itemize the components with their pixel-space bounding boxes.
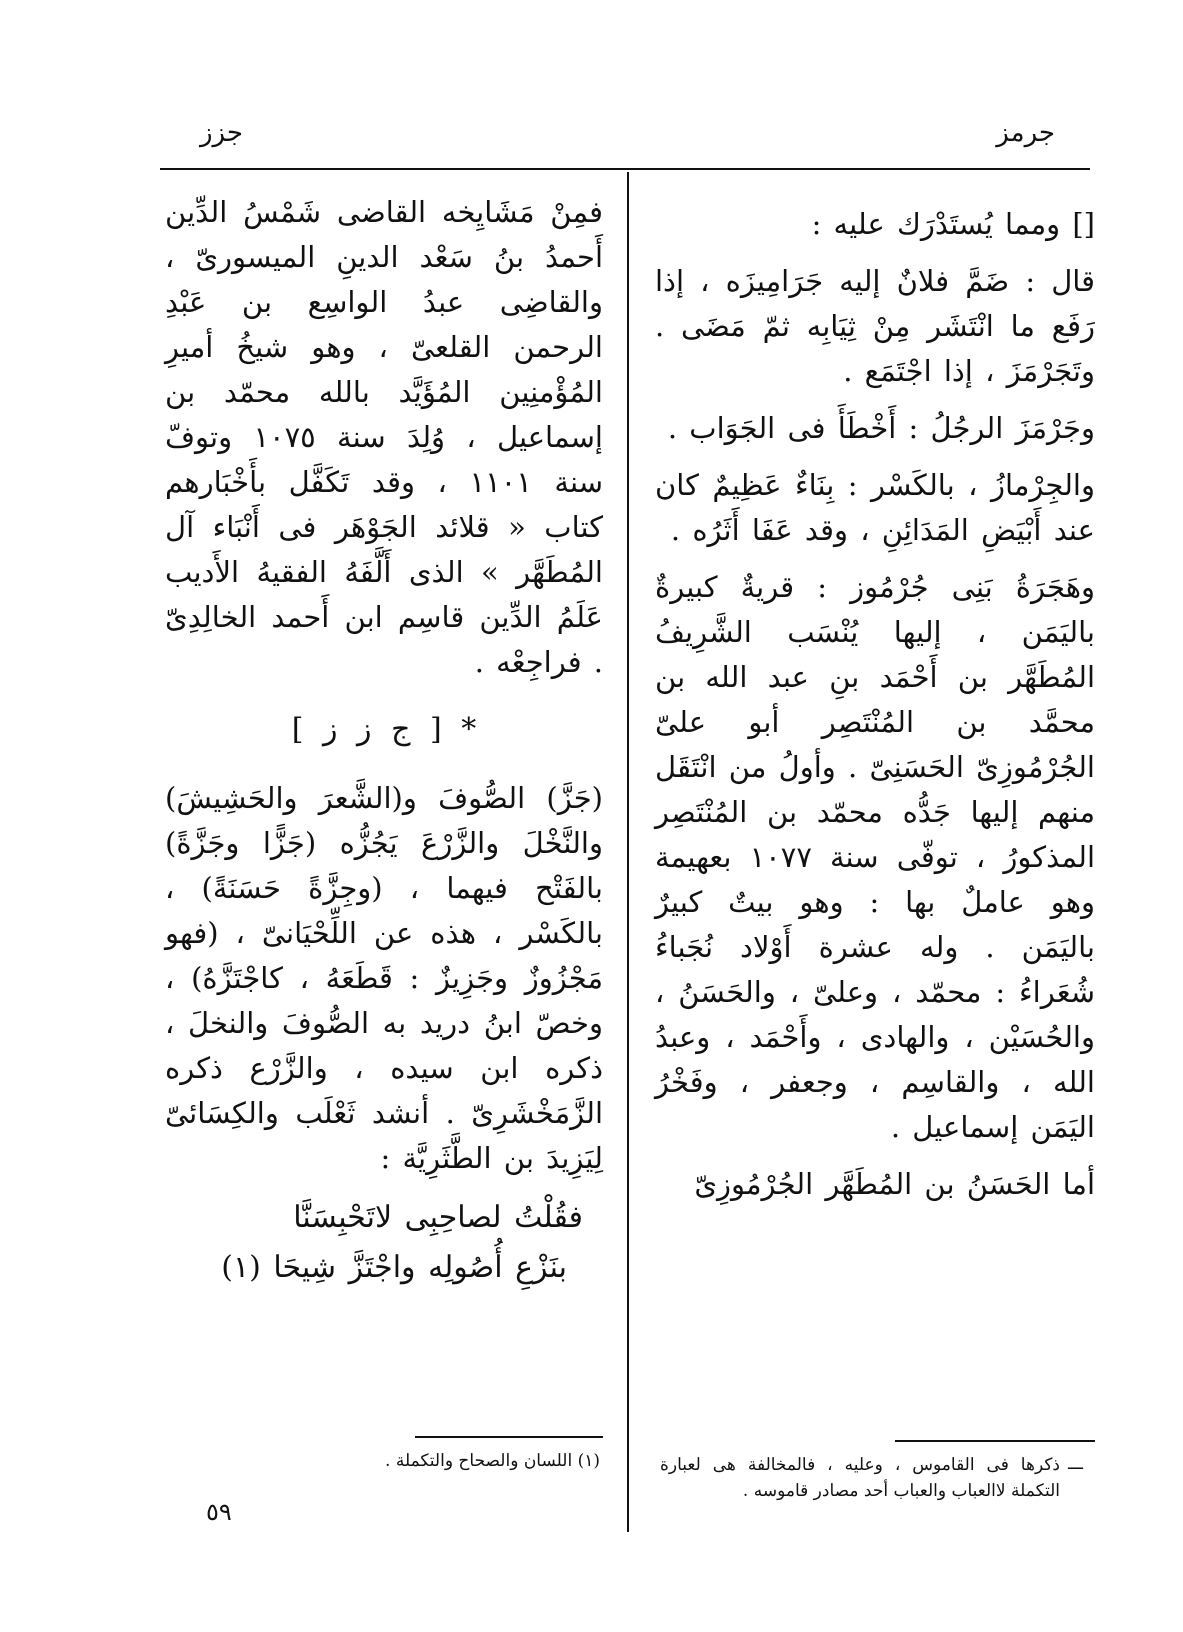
paragraph: وهَجَرَةُ بَنِى جُرْمُوز : قريةٌ كبيرةٌ باليَمَن ، إليها يُنْسَب الشَّرِيفُ المُطَهَّر بن أَحْمَد بنِ عبد الله بن محمَّد بن المُنْتَصِر أبو علىّ الجُرْمُوزِىّ الحَسَنِىّ . وأولُ من انْتَقَل منهم إليها جَدُّه محمّد بن المُنْتَصِر المذكورُ ، توفّى سنة ١٠٧٧ بعهيمة وهو عاملٌ بها : وهو بيتٌ كبيرٌ باليَمَن . وله عشرة أَوْلاد نُجَباءُ شُعَراءُ : محمّد ، وعلىّ ، والحَسَنُ ، والحُسَيْن ، والهادى ، وأَحْمَد ، وعبدُ الله ، والقاسِم ، وجعفر ، وفَخْرُ اليَمَن إسماعيل . (655, 570, 1095, 1144)
left-column (165, 190, 603, 1293)
entry-heading: * [ ج ز ز ] (291, 712, 477, 747)
paragraph: أما الحَسَنُ بن المُطَهَّر الجُرْمُوزِىّ (694, 1167, 1095, 1201)
right-column (655, 202, 1095, 1219)
verse (165, 1193, 603, 1293)
footnote-right: ذكرها فى القاموس ، وعليه ، فالمخالفة هى لعبارة التكملة لاالعباب والعباب أحد مصادر قاموسه . (660, 1455, 1060, 1501)
verse-line: فقُلْتُ لصاحِبِى لاتَحْبِسَنَّا (293, 1200, 583, 1235)
paragraph: وجَرْمَزَ الرجُلُ : أَخْطَأَ فى الجَوَاب . (667, 411, 1095, 445)
paragraph: قال : ضَمَّ فلانٌ إليه جَرَامِيزَه ، إذا رَفَع ما انْتَشَر مِنْ ثِيَابِه ثمّ مَضَى . وتَجَرْمَزَ ، إذا اجْتَمَع . (655, 264, 1095, 388)
verse-line: بنَزْعِ أُصُولِه واجْتَزَّ شِيحَا (١) (221, 1250, 567, 1285)
header-rule (160, 168, 1090, 170)
footnote-left: (١) اللسان والصحاح والتكملة . (385, 1451, 600, 1471)
paragraph: [] ومما يُستَدْرَك عليه : (811, 207, 1095, 241)
footnote-rule-left (415, 1436, 603, 1438)
running-header-left: جزز (200, 118, 243, 148)
paragraph: (جَزَّ) الصُّوفَ و(الشَّعرَ والحَشِيشَ) والنَّخْلَ والزَّرْعَ يَجُزُّه (جَزًّا وجَزَّةً) بالفَتْح فيهما ، (وجِزَّةً حَسَنَةً) ، بالكَسْر ، هذه عن اللِّحْيَانىّ ، (فهو مَجْزُوزٌ وجَزِيزٌ : قَطَعَهُ ، كاجْتَزَّهُ) ، وخصّ ابنُ دريد به الصُّوفَ والنخلَ ، ذكره ابن سيده ، والزَّرْع ذكره الزَّمَخْشَرِىّ . أنشد ثَعْلَب والكِسَائىّ لِيَزِيدَ بن الطَّثَرِيَّة : (165, 781, 603, 1175)
paragraph: فمِنْ مَشَايِخه القاضى شَمْسُ الدِّين أَحمدُ بنُ سَعْد الدينِ الميسورىّ ، والقاضِى عبدُ الواسِع بن عَبْدِ الرحمن القلعىّ ، وهو شيخُ أميرِ المُؤْمنِين المُؤَيَّد بالله محمّد بن إسماعيل ، وُلِدَ سنة ١٠٧٥ وتوفّ سنة ١١٠١ ، وقد تَكَفَّل بأَخْبَارهم كتاب « قلائد الجَوْهَر فى أَنْبَاء آل المُطَهَّر » الذى أَلَّفَهُ الفقيهُ الأَديب عَلَمُ الدِّين قاسِم ابن أَحمد الخالِدِىّ . فراجِعْه . (165, 195, 603, 679)
page-number: ٥٩ (206, 1498, 232, 1526)
paragraph: والجِرْمازُ ، بالكَسْر : بِنَاءٌ عَظِيمٌ كان عند أَبْيَضِ المَدَائِنِ ، وقد عَفَا أَثَرُه . (655, 468, 1095, 547)
footnote-rule-right (895, 1440, 1095, 1442)
running-header-right: جرمز (996, 118, 1055, 148)
footnote-mark: ـــ (1068, 1454, 1083, 1474)
column-divider (627, 172, 629, 1532)
